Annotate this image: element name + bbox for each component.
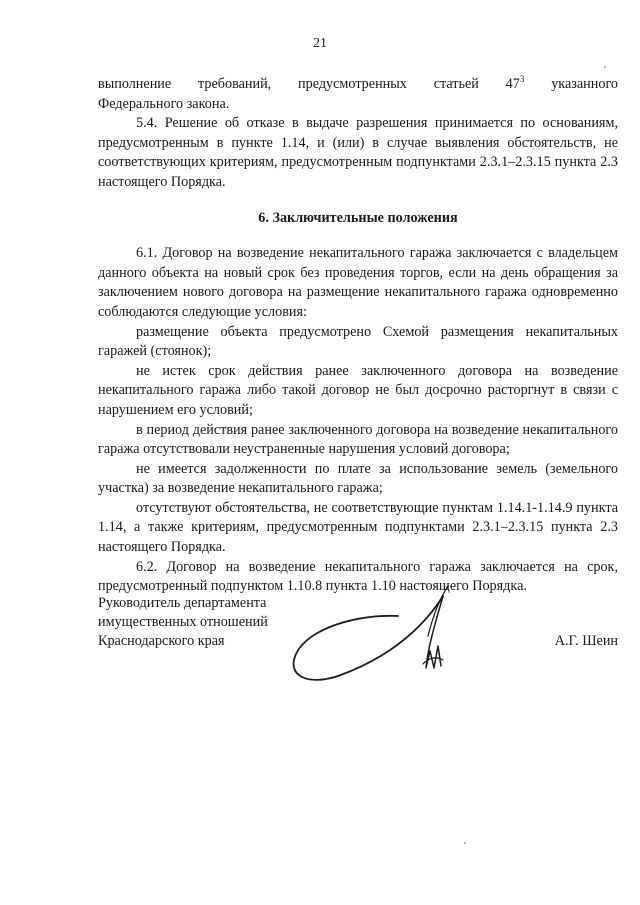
intro-line-2: Федерального закона. <box>98 95 230 112</box>
condition-item: отсутствуют обстоятельства, не соответствующие пунктам 1.14.1-1.14.9 пункта 1.14, а также критериям, предусмотренным подпунктами 2.3.1–2.3.15 пункта 2.3 настоящего Порядка. <box>98 499 618 556</box>
page-number: 21 <box>313 36 327 51</box>
signer-position-line: Краснодарского края <box>98 633 225 649</box>
scan-speck <box>464 842 466 844</box>
paragraph-6-2: 6.2. Договор на возведение некапитального гаража заключается на срок, предусмотренный подпунктом 1.10.8 пункта 1.10 настоящего Порядка. <box>98 558 618 595</box>
document-body <box>98 70 618 597</box>
signer-position-line: имущественных отношений <box>98 614 268 630</box>
signer-position-line: Руководитель департамента <box>98 595 267 611</box>
handwritten-signature <box>278 576 478 706</box>
condition-item: в период действия ранее заключенного договора на возведение некапитального гаража отсутствовали неустраненные нарушения условий договора; <box>98 421 618 458</box>
signer-position <box>98 594 268 651</box>
signature-block <box>98 594 618 704</box>
paragraph-5-4: 5.4. Решение об отказе в выдаче разрешения принимается по основаниям, предусмотренным в пункте 1.14, и (или) в случае выявления обстоятельств, не соответствующих критериям, предусмотренным подпунктами 2.3.1–2.3.15 пункта 2.3 настоящего Порядка. <box>98 115 618 190</box>
paragraph-6-1: 6.1. Договор на возведение некапитального гаража заключается с владельцем данного объекта на новый срок без проведения торгов, если на день обращения за заключением нового договора на размещение некапитального гаража одновременно соблюдаются следующие условия: <box>98 245 618 320</box>
intro-line-1 <box>98 70 618 95</box>
condition-item: не истек срок действия ранее заключенного договора на возведение некапитального гаража либо такой договор не был досрочно расторгнут в связи с нарушением его условий; <box>98 362 618 418</box>
intro-text: выполнение требований, предусмотренных статьей 47 <box>98 76 520 92</box>
signer-name: А.Г. Шеин <box>554 633 618 649</box>
condition-item: размещение объекта предусмотрено Схемой размещения некапитальных гаражей (стоянок); <box>98 323 618 360</box>
section-title: 6. Заключительные положения <box>258 209 458 226</box>
condition-item: не имеется задолженности по плате за использование земель (земельного участка) за возведение некапитального гаража; <box>98 460 618 497</box>
scan-speck <box>604 66 606 68</box>
superscript: 3 <box>519 74 525 84</box>
intro-text-end: указанного <box>524 76 618 92</box>
